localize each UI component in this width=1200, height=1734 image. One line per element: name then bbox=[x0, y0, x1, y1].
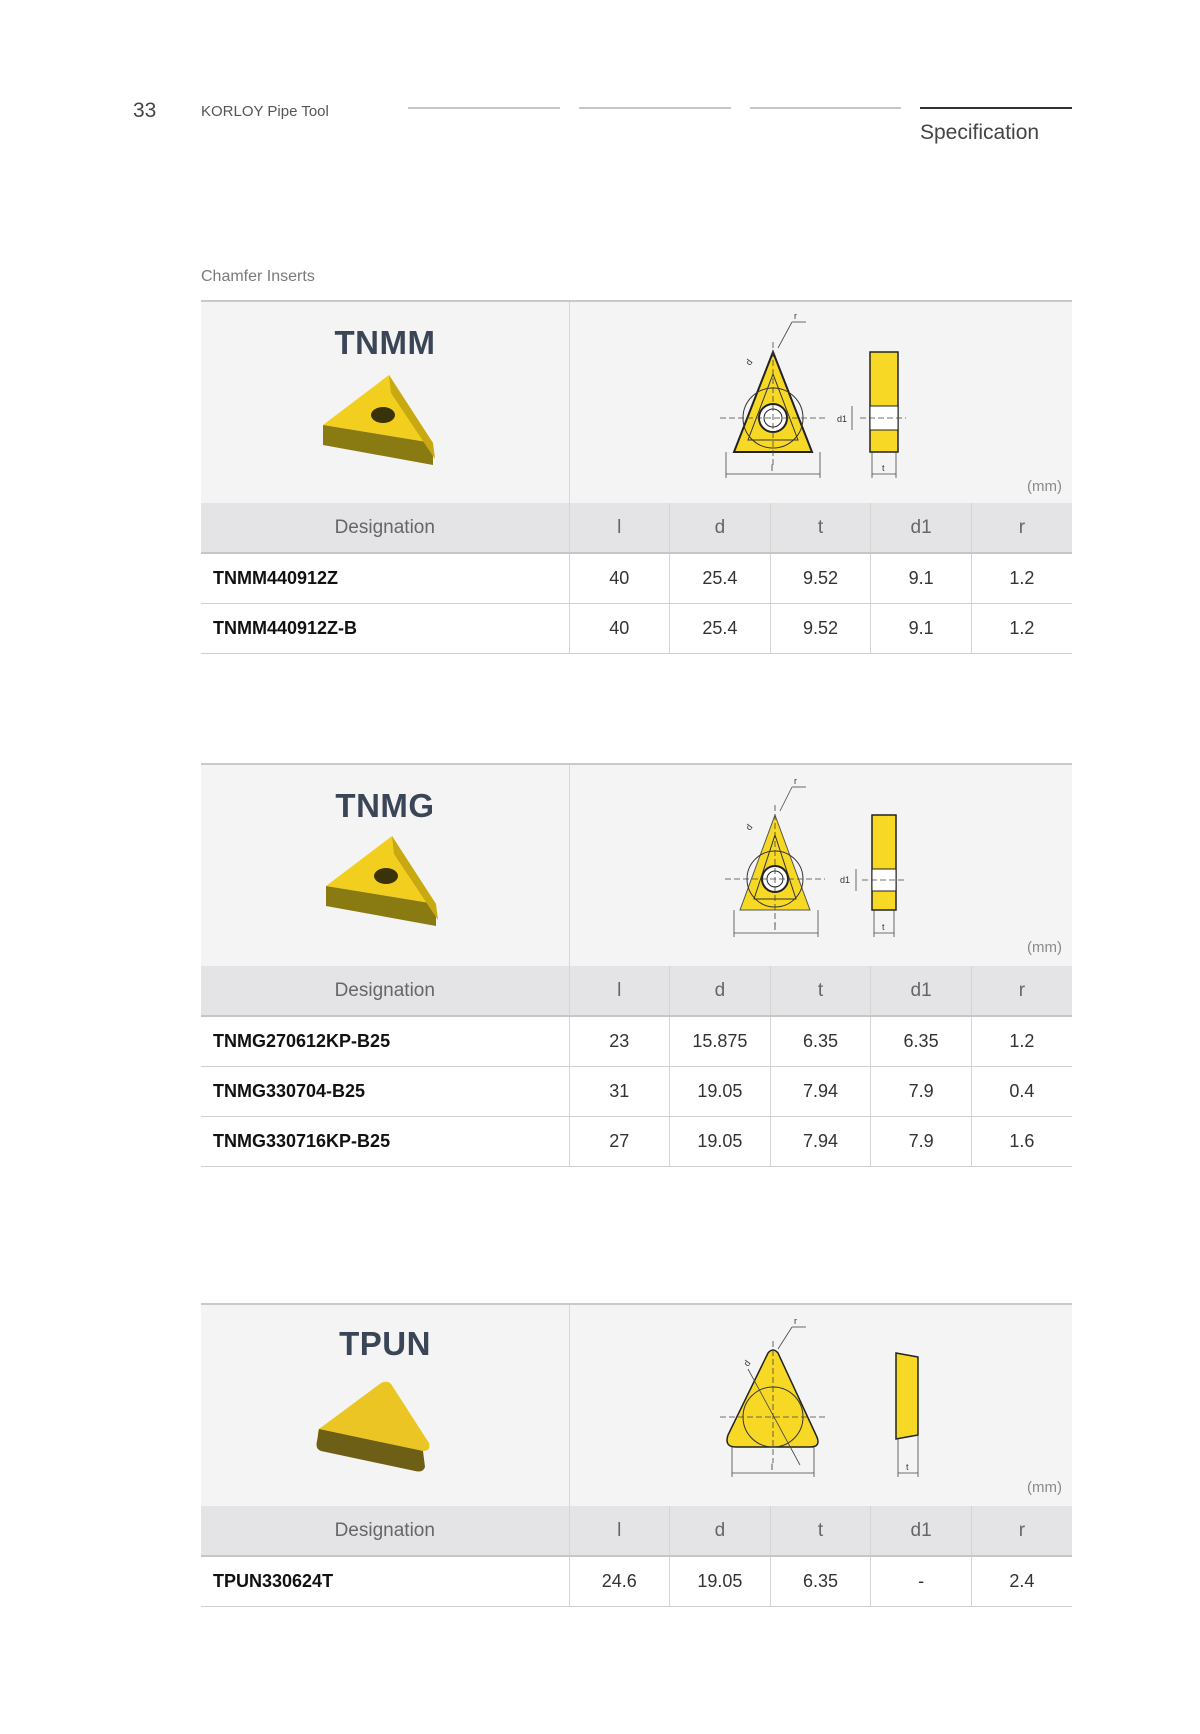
product-visual bbox=[201, 765, 1072, 966]
product-name-cell bbox=[201, 1305, 569, 1506]
cell-d: 19.05 bbox=[670, 1116, 771, 1166]
table-row bbox=[201, 1116, 1072, 1166]
col-header-l: l bbox=[569, 966, 670, 1016]
product-title: TNMG bbox=[335, 787, 435, 824]
unit-label: (mm) bbox=[1027, 939, 1062, 956]
insert-diagram bbox=[570, 1305, 1072, 1506]
unit-label: (mm) bbox=[1027, 478, 1062, 495]
table-row bbox=[201, 1556, 1072, 1606]
cell-d: 25.4 bbox=[670, 603, 771, 653]
section-nav-tab-3[interactable] bbox=[750, 107, 901, 109]
insert-image bbox=[313, 375, 468, 485]
product-block-tnmg bbox=[201, 763, 1072, 1167]
cell-designation: TNMG270612KP-B25 bbox=[201, 1016, 569, 1066]
dim-label-t: t bbox=[906, 1462, 909, 1472]
dim-label-l: l bbox=[774, 922, 776, 932]
section-nav-label-specification[interactable]: Specification bbox=[920, 121, 1040, 144]
col-header-d: d bbox=[670, 966, 771, 1016]
product-block-tnmm bbox=[201, 300, 1072, 655]
insert-diagram bbox=[570, 302, 1072, 503]
cell-designation: TNMG330704-B25 bbox=[201, 1066, 569, 1116]
table-row bbox=[201, 1066, 1072, 1116]
dim-label-d: d bbox=[743, 357, 755, 368]
col-header-t: t bbox=[770, 966, 871, 1016]
cell-t: 7.94 bbox=[770, 1066, 871, 1116]
cell-d1: 6.35 bbox=[871, 1016, 972, 1066]
col-header-d: d bbox=[670, 503, 771, 553]
cell-d1: - bbox=[871, 1556, 972, 1606]
col-header-designation: Designation bbox=[201, 503, 569, 553]
table-row bbox=[201, 553, 1072, 603]
col-header-r: r bbox=[971, 1506, 1072, 1556]
section-nav-tab-2[interactable] bbox=[579, 107, 731, 109]
product-title: TPUN bbox=[339, 1325, 431, 1362]
unit-label: (mm) bbox=[1027, 1479, 1062, 1496]
cell-designation: TNMM440912Z bbox=[201, 553, 569, 603]
dim-label-l: l bbox=[771, 1462, 773, 1472]
col-header-d: d bbox=[670, 1506, 771, 1556]
dim-label-d: d bbox=[741, 1358, 753, 1369]
cell-r: 2.4 bbox=[971, 1556, 1072, 1606]
col-header-r: r bbox=[971, 966, 1072, 1016]
brand-label: KORLOY Pipe Tool bbox=[201, 103, 329, 120]
cell-d: 19.05 bbox=[670, 1556, 771, 1606]
spec-table bbox=[201, 1506, 1072, 1607]
cell-l: 27 bbox=[569, 1116, 670, 1166]
insert-image bbox=[316, 836, 471, 946]
dim-label-r: r bbox=[794, 776, 797, 786]
dim-label-t: t bbox=[882, 463, 885, 473]
cell-l: 31 bbox=[569, 1066, 670, 1116]
table-header-row bbox=[201, 503, 1072, 553]
cell-designation: TNMM440912Z-B bbox=[201, 603, 569, 653]
col-header-l: l bbox=[569, 503, 670, 553]
cell-d1: 9.1 bbox=[871, 603, 972, 653]
spec-table bbox=[201, 503, 1072, 654]
cell-l: 40 bbox=[569, 553, 670, 603]
table-row bbox=[201, 1016, 1072, 1066]
cell-l: 23 bbox=[569, 1016, 670, 1066]
cell-t: 7.94 bbox=[770, 1116, 871, 1166]
product-name-cell bbox=[201, 765, 569, 966]
table-row bbox=[201, 603, 1072, 653]
cell-t: 6.35 bbox=[770, 1556, 871, 1606]
cell-d1: 7.9 bbox=[871, 1066, 972, 1116]
cell-d: 19.05 bbox=[670, 1066, 771, 1116]
table-header-row bbox=[201, 966, 1072, 1016]
cell-r: 1.2 bbox=[971, 603, 1072, 653]
product-visual bbox=[201, 1305, 1072, 1506]
cell-d: 15.875 bbox=[670, 1016, 771, 1066]
col-header-designation: Designation bbox=[201, 966, 569, 1016]
dim-label-r: r bbox=[794, 311, 797, 321]
page-number: 33 bbox=[133, 99, 157, 122]
product-block-tpun bbox=[201, 1303, 1072, 1609]
insert-diagram bbox=[570, 765, 1072, 966]
spec-table bbox=[201, 966, 1072, 1167]
cell-r: 1.2 bbox=[971, 553, 1072, 603]
cell-r: 1.6 bbox=[971, 1116, 1072, 1166]
col-header-l: l bbox=[569, 1506, 670, 1556]
dim-label-d1: d1 bbox=[837, 414, 848, 424]
col-header-d1: d1 bbox=[871, 503, 972, 553]
section-nav-tab-1[interactable] bbox=[408, 107, 560, 109]
cell-t: 9.52 bbox=[770, 603, 871, 653]
dim-label-t: t bbox=[882, 922, 885, 932]
insert-image bbox=[311, 1377, 451, 1482]
col-header-t: t bbox=[770, 1506, 871, 1556]
cell-d1: 9.1 bbox=[871, 553, 972, 603]
col-header-d1: d1 bbox=[871, 966, 972, 1016]
table-header-row bbox=[201, 1506, 1072, 1556]
dim-label-l: l bbox=[771, 463, 773, 473]
col-header-d1: d1 bbox=[871, 1506, 972, 1556]
cell-t: 9.52 bbox=[770, 553, 871, 603]
cell-t: 6.35 bbox=[770, 1016, 871, 1066]
dim-label-r: r bbox=[794, 1316, 797, 1326]
cell-d1: 7.9 bbox=[871, 1116, 972, 1166]
cell-l: 24.6 bbox=[569, 1556, 670, 1606]
cell-l: 40 bbox=[569, 603, 670, 653]
cell-r: 0.4 bbox=[971, 1066, 1072, 1116]
dim-label-d1: d1 bbox=[840, 875, 851, 885]
product-title: TNMM bbox=[334, 324, 436, 361]
cell-r: 1.2 bbox=[971, 1016, 1072, 1066]
col-header-t: t bbox=[770, 503, 871, 553]
product-visual bbox=[201, 302, 1072, 503]
product-name-cell bbox=[201, 302, 569, 503]
cell-designation: TNMG330716KP-B25 bbox=[201, 1116, 569, 1166]
col-header-r: r bbox=[971, 503, 1072, 553]
section-label: Chamfer Inserts bbox=[201, 268, 315, 285]
dim-label-d: d bbox=[743, 822, 755, 833]
cell-designation: TPUN330624T bbox=[201, 1556, 569, 1606]
col-header-designation: Designation bbox=[201, 1506, 569, 1556]
cell-d: 25.4 bbox=[670, 553, 771, 603]
section-nav-tab-specification[interactable] bbox=[920, 107, 1072, 109]
